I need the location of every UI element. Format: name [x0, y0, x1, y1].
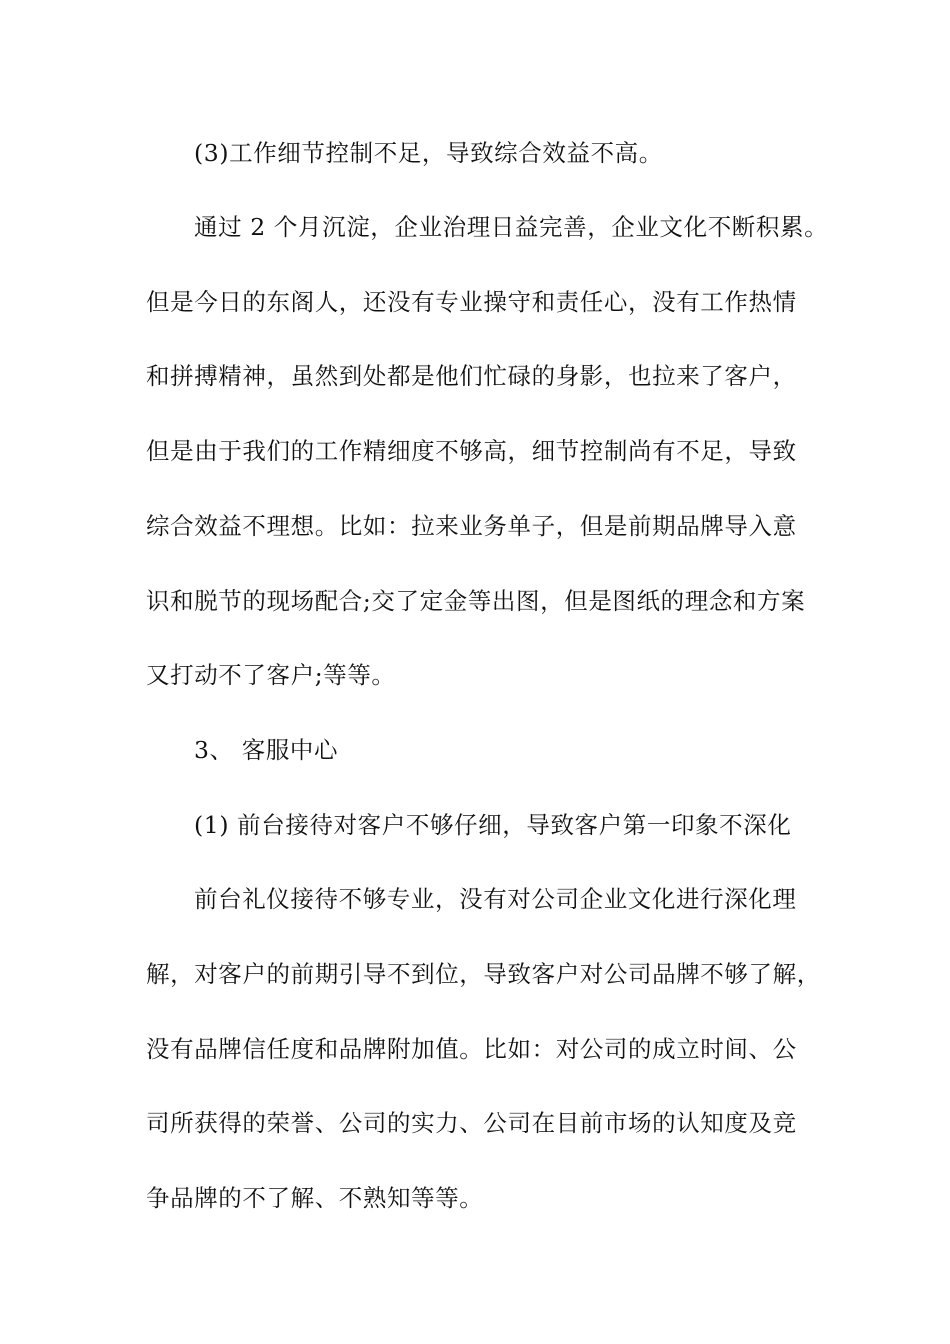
paragraph-line: 又打动不了客户;等等。: [146, 661, 396, 689]
paragraph-heading-3: (3)工作细节控制不足，导致综合效益不高。: [194, 139, 663, 167]
paragraph-line: 解，对客户的前期引导不到位，导致客户对公司品牌不够了解，: [146, 960, 821, 988]
section-heading: 3、 客服中心: [194, 736, 339, 764]
paragraph-line: 识和脱节的现场配合;交了定金等出图，但是图纸的理念和方案: [146, 587, 806, 615]
paragraph-line: 但是由于我们的工作精细度不够高，细节控制尚有不足，导致: [146, 437, 797, 465]
paragraph-line: 但是今日的东阁人，还没有专业操守和责任心，没有工作热情: [146, 288, 797, 316]
paragraph-line: 司所获得的荣誉、公司的实力、公司在目前市场的认知度及竞: [146, 1109, 797, 1137]
subsection-heading: (1) 前台接待对客户不够仔细，导致客户第一印象不深化: [194, 811, 792, 839]
paragraph-line: 没有品牌信任度和品牌附加值。比如：对公司的成立时间、公: [146, 1035, 797, 1063]
paragraph-line: 争品牌的不了解、不熟知等等。: [146, 1184, 484, 1212]
paragraph-line: 综合效益不理想。比如：拉来业务单子，但是前期品牌导入意: [146, 512, 797, 540]
paragraph-line: 和拼搏精神，虽然到处都是他们忙碌的身影，也拉来了客户，: [146, 362, 797, 390]
paragraph-line: 前台礼仪接待不够专业，没有对公司企业文化进行深化理: [194, 885, 797, 913]
paragraph-line: 通过 2 个月沉淀，企业治理日益完善，企业文化不断积累。: [194, 213, 829, 241]
